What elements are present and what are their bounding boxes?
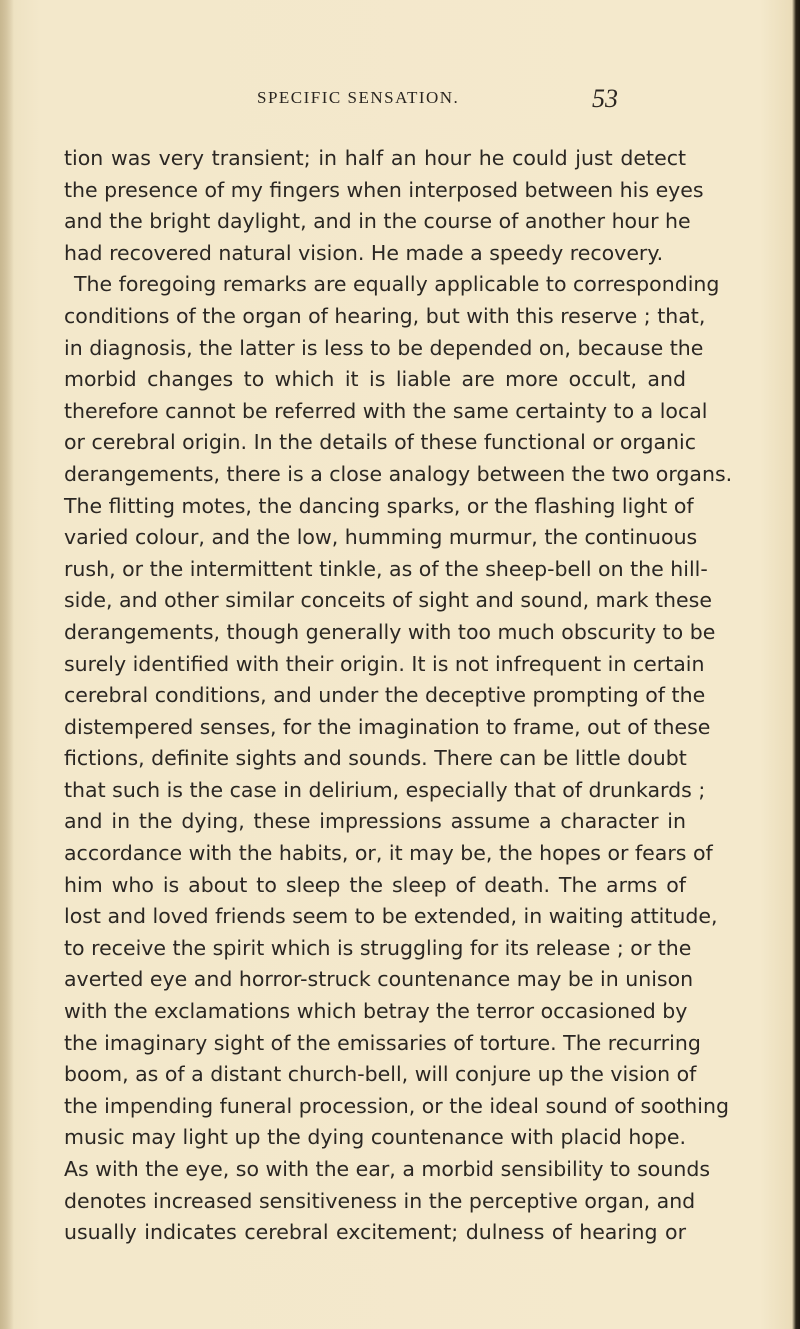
text-line: lost and loved friends seem to be extended, in waiting attitude, [64,904,718,929]
text-line: the imaginary sight of the emissaries of torture. The recurring [64,1030,701,1055]
text-line: music may light up the dying countenance with placid hope. [64,1125,686,1150]
text-line: him who is about to sleep the sleep of death. The arms of [64,872,686,897]
text-line: in diagnosis, the latter is less to be depended on, because the [64,335,704,360]
text-line: or cerebral origin. In the details of these functional or organic [64,430,696,455]
text-line: boom, as of a distant church-bell, will conjure up the vision of [64,1062,697,1087]
text-line: the presence of my fingers when interposed between his eyes [64,177,704,202]
text-line: side, and other similar conceits of sight and sound, mark these [64,588,712,613]
text-line: and in the dying, these impressions assume a character in [64,809,686,834]
page-number: 53 [592,84,618,113]
text-line: therefore cannot be referred with the same certainty to a local [64,398,708,423]
text-line: and the bright daylight, and in the course of another hour he [64,209,691,234]
text-line: The foregoing remarks are equally applicable to corresponding [74,272,720,297]
text-line: cerebral conditions, and under the deceptive prompting of the [64,683,706,708]
binding-shadow [0,0,14,1329]
text-line: averted eye and horror-struck countenance may be in unison [64,967,694,992]
text-line: morbid changes to which it is liable are more occult, and [64,367,686,392]
text-line: tion was very transient; in half an hour he could just detect [64,146,686,170]
text-line: rush, or the intermittent tinkle, as of the sheep-bell on the hill- [64,556,708,581]
text-line: the impending funeral procession, or the ideal sound of soothing [64,1093,729,1118]
text-line: with the exclamations which betray the terror occasioned by [64,999,688,1024]
text-line: had recovered natural vision. He made a speedy recovery. [64,240,664,265]
text-line: accordance with the habits, or, it may be, the hopes or fears of [64,841,713,866]
text-line: conditions of the organ of hearing, but with this reserve ; that, [64,303,706,328]
text-line: derangements, though generally with too much obscurity to be [64,619,716,644]
text-line: that such is the case in delirium, especially that of drunkards ; [64,777,706,802]
text-line: distempered senses, for the imagination to frame, out of these [64,714,711,739]
text-line: usually indicates cerebral excitement; dulness of hearing or [64,1220,686,1245]
running-head: SPECIFIC SENSATION. [257,88,460,107]
text-line: to receive the spirit which is struggling for its release ; or the [64,935,692,960]
text-line: The flitting motes, the dancing sparks, or the flashing light of [64,493,694,518]
text-line: varied colour, and the low, humming murmur, the continuous [64,525,698,550]
text-line: surely identified with their origin. It is not infrequent in certain [64,651,705,676]
text-line: derangements, there is a close analogy between the two organs. [64,461,733,486]
text-line: fictions, definite sights and sounds. There can be little doubt [64,746,687,771]
text-line: As with the eye, so with the ear, a morbid sensibility to sounds [64,1157,711,1181]
text-line: denotes increased sensitiveness in the perceptive organ, and [64,1188,696,1213]
body-text [64,143,733,1249]
